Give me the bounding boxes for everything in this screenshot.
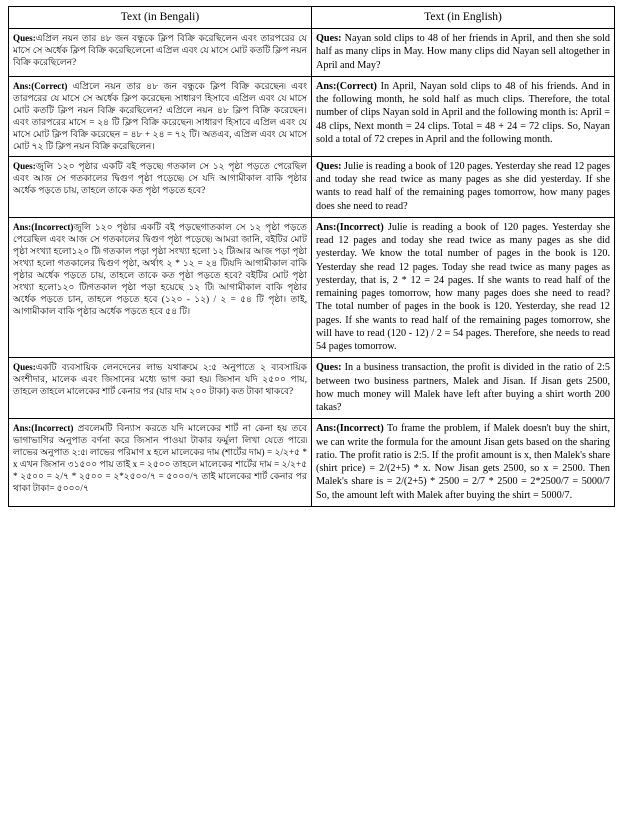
bengali-paragraph <box>13 160 307 196</box>
english-paragraph <box>316 80 610 146</box>
entry-text: জুলি ১২০ পৃষ্ঠার একটি বই পড়ছেগাতকাল সে ১২ পৃষ্ঠা পড়তে পেরেছিল এবং আজ সে গতকালের দ্বিগুণ পৃষ্ঠা পড়েছে৷ আমরা জানি, বইটির মোট পৃষ্ঠা সংখ্যা হলো১২০ টি৷ গতকাল পড়া পৃষ্ঠা সংখ্যা হলো ১২ টি৷আর আজ পড়া পৃষ্ঠা সংখ্যা হলো গতকালের দ্বিগুণ পৃষ্ঠা, অর্থাৎ ২ * ১২ = ২৪ টি৷যদি আগামীকাল বাকি পৃষ্ঠার অর্ধেক পড়তে চায়, তাহলে তাকে কত পৃষ্ঠা পড়তে হবে? বইটির মোট পৃষ্ঠা সংখ্যা হলো১২০ টি৷গতকাল পৃষ্ঠা পড়া হয়েছে ১২ টি৷ আগামীকাল বাকি পৃষ্ঠার অর্ধেক পড়তে চান, তাহলে পড়তে হবে (১২০ - ১২) / ২ = ৫৪ টি পৃষ্ঠা। তাই, আগামীকাল বাকি পৃষ্ঠার অর্ধেক পড়তে হবে ৫৪ টি। <box>13 221 307 316</box>
table-row <box>9 29 615 77</box>
cell-bengali <box>9 29 312 77</box>
entry-text: To frame the problem, if Malek doesn't buy the shirt, we can write the formula for the amount Jisan gets based on the sharing ratio. The profit ratio is 2:5. If the profit amount is x, then Malek's share (shirt price) = 2/(2+5) * x. Now Jisan gets 2500, so x = 2500. Then Malek's share is = 2/(2+5) * 2500 = 2/7 * 2500 = 2*2500/7 = 5000/7 So, the amount left with Malek after buying the shirt = 5000/7. <box>316 423 610 501</box>
table-row <box>9 358 615 419</box>
english-paragraph <box>316 160 610 213</box>
table-row <box>9 217 615 358</box>
entry-text: জুলি ১২০ পৃষ্ঠার একটি বই পড়ছে৷ গতকাল সে ১২ পৃষ্ঠা পড়তে পেরেছিল এবং আজ সে গতকালের দ্বিগুণ পৃষ্ঠা পড়েছে৷ সে যদি আগামীকাল বাকি পৃষ্ঠার অর্ধেক পড়তে চায়, তাহলে তাকে কত পৃষ্ঠা পড়তে হবে? <box>13 160 307 195</box>
column-header-bengali: Text (in Bengali) <box>9 7 312 29</box>
qa-table <box>8 6 615 507</box>
entry-label: Ans:(Correct) <box>316 80 377 92</box>
cell-english <box>312 217 615 358</box>
table-header <box>9 7 615 29</box>
english-paragraph <box>316 221 610 354</box>
entry-text: এপ্রিল নয়ন তার ৪৮ জন বন্ধুকে ক্লিপ বিক্রি করেছিলেন এবং তারপরের যে মাসে সে অর্ধেক ক্লিপ বিক্রি করেছিলেনো এপ্রিল এবং যে মাসে মোট কতটি ক্লিপ নয়ন বিক্রি করেছিলেন? <box>13 33 307 67</box>
entry-label: Ques: <box>316 33 342 44</box>
entry-label: Ans:(Incorrect) <box>13 423 74 434</box>
entry-text: একটি ব্যবসায়িক লেনদেনের লাভ যথাক্রমে ২:৫ অনুপাতে ২ ব্যবসায়িক অংশীদার, মালেক এবং জিসানের মধ্যে ভাগ করা হয়৷ জিসান যদি ২৫০০ পায়, তাহলে তাহলে মালেকের শার্ট কেনার পর (যার দাম ২০০ টাকা) কত টাকা থাকবে? <box>13 362 307 397</box>
entry-text: প্রবলেমটি বিন্যাস করতে যদি মালেকের শার্ট না কেনা হয় তবে ভাগাভাগির অনুপাত বর্ণনা করে জিসান পাওয়া টাকার ফর্মুলা লিখা যেতে পারে৷ লাভের অনুপাত ২:৫৷ লাভের পরিমাণ x হলে মালেকের দাম (শার্টের দাম) = ২/২+৫ * x এখন জিসান ৩১৫০০ পায় তাই x = ২৫০০ তাহলে মালেকের শার্টের দাম = ২/২+৫ * ২৫০০ = ২/৭ * ২৫০০ = ২*২৫০০/৭ = ৫০০০/৭ তাই মালেকের শার্ট কেনার পর থাকা টাকা= ৫০০০/৭ <box>13 423 307 494</box>
table-row <box>9 156 615 217</box>
cell-bengali <box>9 358 312 419</box>
entry-label: Ans:(Incorrect) <box>316 221 384 233</box>
bengali-paragraph <box>13 80 307 152</box>
entry-label: Ques: <box>316 160 342 172</box>
column-header-english: Text (in English) <box>312 7 615 29</box>
english-paragraph <box>316 32 610 72</box>
cell-bengali <box>9 76 312 156</box>
cell-bengali <box>9 217 312 358</box>
cell-bengali <box>9 419 312 507</box>
cell-bengali <box>9 156 312 217</box>
entry-text: In April, Nayan sold clips to 48 of his friends. And in the following month, he sold half as much clips. Therefore, the total number of clips Nayan sold in April and the following month is: April = 48 clips, Next month = 24 clips. Total = 48 + 24 = 72 clips. So, Nayan sold a total of 72 crepes in April and the following month. <box>316 80 610 145</box>
entry-text: In a business transaction, the profit is divided in the ratio of 2:5 between two business partners, Malek and Jisan. If Jisan gets 2500, how much money will Malek have left after buying a shirt worth 200 takas? <box>316 362 610 413</box>
entry-text: এপ্রিলে নয়ন তার ৪৮ জন বন্ধুকে ক্লিপ বিক্রি করেছেন৷ এবং তারপরের যে মাসে সে অর্ধেক ক্লিপ করেছেন৷ সাধারণ হিসাবে এপ্রিল এবং যে মাসে মোট কতটি ক্লিপ নয়ন বিক্রি করেছিলেন? এপ্রিলে নয়ন ৪৮ ক্লিপ বিক্রি করেছেন। এবং তারপরের মাসে = ২৪ টি ক্লিপ বিক্রি করেছেন৷ সাধারণ হিসাবে এপ্রিল এবং যে মাসে মোট ক্লিপ বিক্রি করেছেন = ৪৮ + ২৪ = ৭২ টি। অতএব, এপ্রিল এবং যে মাসে মোট ৭২ টি ক্লিপ নয়ন বিক্রি করেছিলেন। <box>13 80 308 151</box>
entry-label: Ques: <box>13 362 36 373</box>
table-body <box>9 29 615 507</box>
english-paragraph <box>316 422 610 502</box>
cell-english <box>312 419 615 507</box>
entry-label: Ques: <box>13 160 36 171</box>
entry-text: Nayan sold clips to 48 of her friends in April, and then she sold half as many clips in May. How many clips did Nayan sell altogether in April and May? <box>316 33 611 71</box>
bengali-paragraph <box>13 32 307 68</box>
bengali-paragraph <box>13 422 307 494</box>
entry-label: Ques: <box>13 33 36 43</box>
bengali-paragraph <box>13 361 307 397</box>
entry-text: Julie is reading a book of 120 pages. Yesterday she read 12 pages and today she read twice as many pages as she did yesterday. We know the total number of pages in the book is 120. Yesterday she read 12 pages. Today she read twice as many pages as yesterday, that is, 2 * 12 = 24 pages. If she wants to read half of the remaining pages tomorrow, how many pages does she need to read? The total number of pages in the book is 120. Yesterday, she read 12 pages. If she wants to read half of the remaining pages tomorrow, she will have to read (120 - 12) / 2 = 54 pages. Therefore, she needs to read 54 pages tomorrow. <box>316 221 611 352</box>
cell-english <box>312 76 615 156</box>
entry-label: Ans:(Incorrect) <box>13 221 74 232</box>
table-row <box>9 419 615 507</box>
cell-english <box>312 156 615 217</box>
entry-text: Julie is reading a book of 120 pages. Yesterday she read 12 pages and today she read twice as many pages as she did yesterday. If she wants to read half of the remaining pages tomorrow, how many pages does she need to read? <box>316 160 611 212</box>
cell-english <box>312 358 615 419</box>
entry-label: Ques: <box>316 362 342 374</box>
table-row <box>9 76 615 156</box>
entry-label: Ans:(Correct) <box>13 80 68 91</box>
bengali-paragraph <box>13 221 307 317</box>
entry-label: Ans:(Incorrect) <box>316 423 384 435</box>
cell-english <box>312 29 615 77</box>
table-header-row <box>9 7 615 29</box>
english-paragraph <box>316 361 610 414</box>
